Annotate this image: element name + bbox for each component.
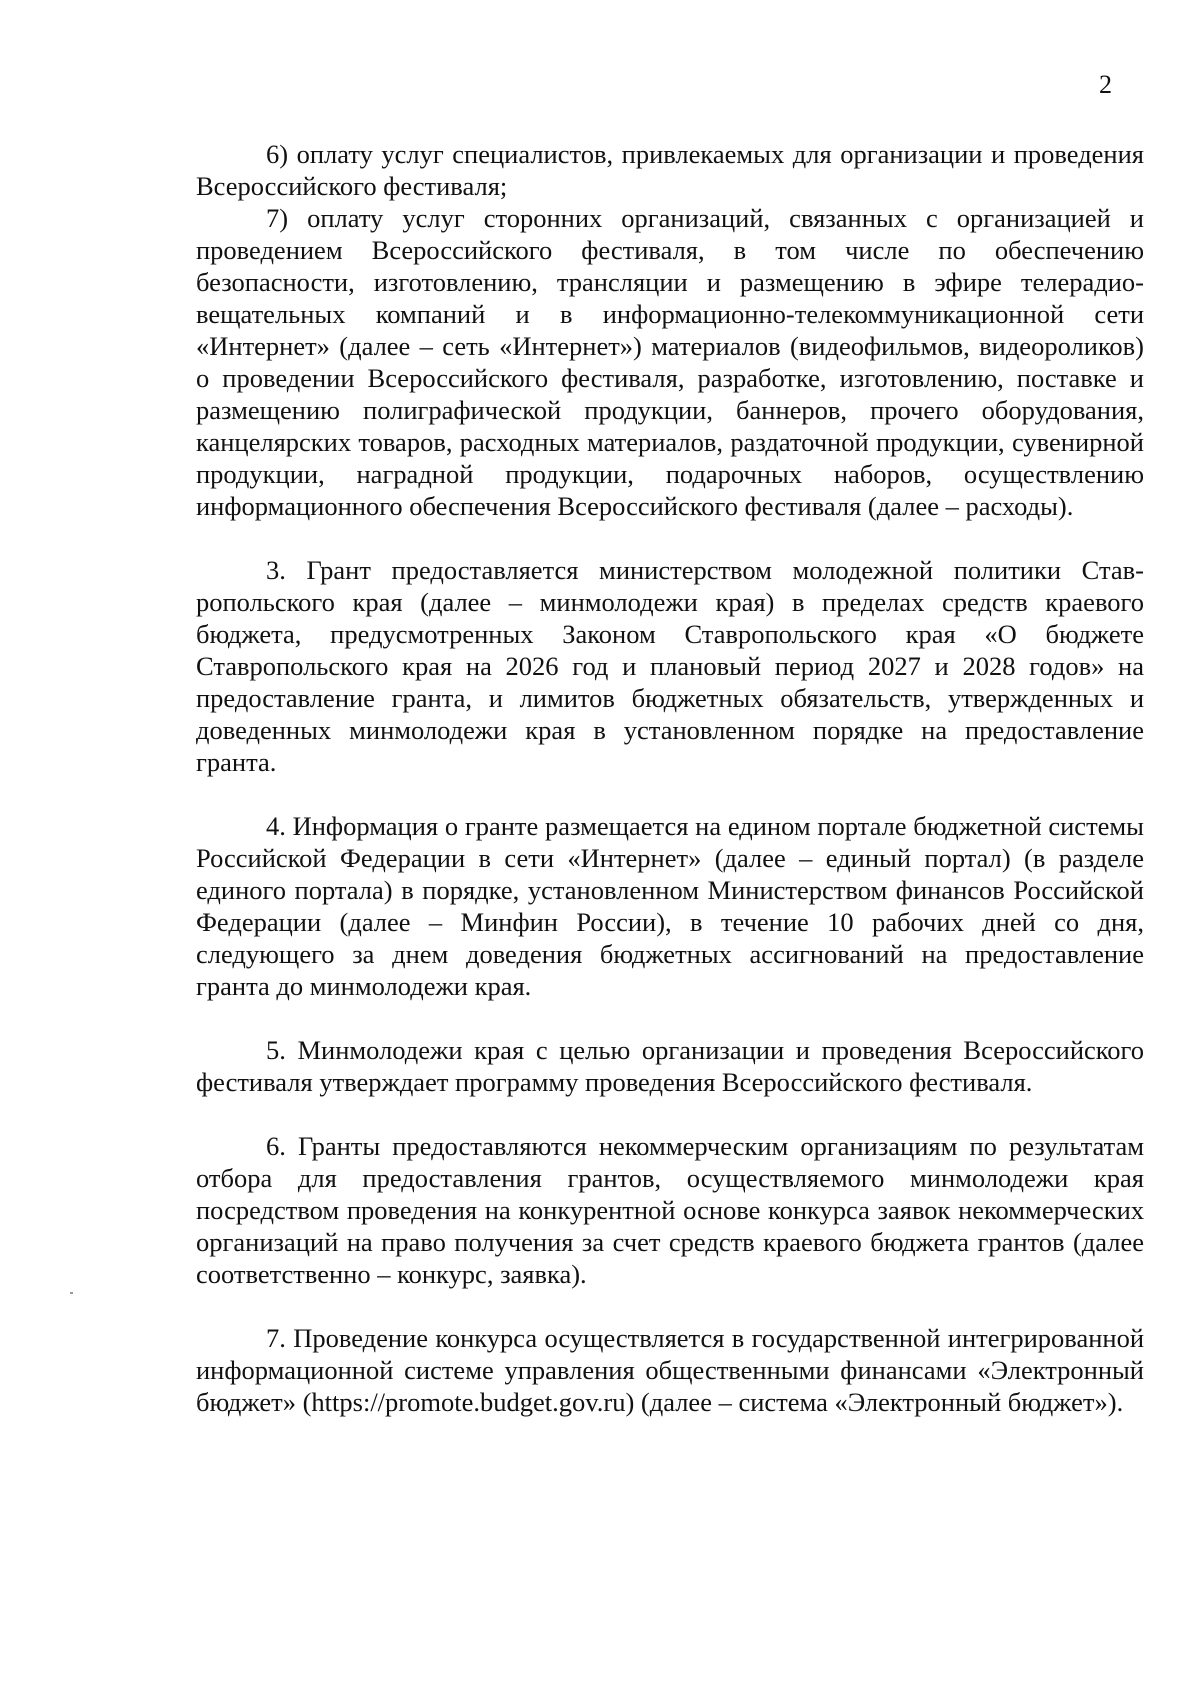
margin-mark [70,1292,73,1294]
paragraph-section-6: 6. Гранты предоставляются некоммерческим организациям по результатам отбора для предоставления грантов, осуществляемого минмолодежи края посредством проведения на конкурентной основе конкурса заявок некоммерческих организаций на право получения за счет средств краевого бюджета грантов (далее соответственно – конкурс, заявка). [196,1131,1144,1289]
paragraph-section-3: 3. Грант предоставляется министерством молодежной политики Ставропольского края (далее – минмолодежи края) в пределах средств краевого бюджета, предусмотренных Законом Ставропольского края «О бюджете Ставропольского края на 2026 год и плановый период 2027 и 2028 годов» на предоставление гранта, и лимитов бюджетных обязательств, утвержденных и доведенных минмолодежи края в установленном порядке на предоставление гранта. [196,555,1144,777]
paragraph-item-7: 7) оплату услуг сторонних организаций, связанных с организацией и проведением Всероссийского фестиваля, в том числе по обеспечению безопасности, изготовлению, трансляции и размещению в эфире телерадиовещательных компаний и в информационно-телекоммуникационной сети «Интернет» (далее – сеть «Интернет») материалов (видеофильмов, видеороликов) о проведении Всероссийского фестиваля, разработке, изготовлению, поставке и размещению полиграфической продукции, баннеров, прочего оборудования, канцелярских товаров, расходных материалов, раздаточной продукции, сувенирной продукции, наградной продукции, подарочных наборов, осуществлению информационного обеспечения Всероссийского фестиваля (далее – расходы). [196,203,1144,521]
page-number: 2 [1099,70,1112,99]
paragraph-section-7: 7. Проведение конкурса осуществляется в государственной интегрированной информационной системе управления общественными финансами «Электронный бюджет» (https://promote.budget.gov.ru) (далее – система «Электронный бюджет»). [196,1323,1144,1417]
document-body [196,138,1144,1418]
paragraph-item-6: 6) оплату услуг специалистов, привлекаемых для организации и проведения Всероссийского фестиваля; [196,139,1144,201]
paragraph-section-4: 4. Информация о гранте размещается на едином портале бюджетной системы Российской Федерации в сети «Интернет» (далее – единый портал) (в разделе единого портала) в порядке, установленном Министерством финансов Российской Федерации (далее – Минфин России), в течение 10 рабочих дней со дня, следующего за днем доведения бюджетных ассигнований на предоставление гранта до минмолодежи края. [196,811,1144,1001]
paragraph-section-5: 5. Минмолодежи края с целью организации и проведения Всероссийского фестиваля утверждает программу проведения Всероссийского фестиваля. [196,1035,1144,1097]
